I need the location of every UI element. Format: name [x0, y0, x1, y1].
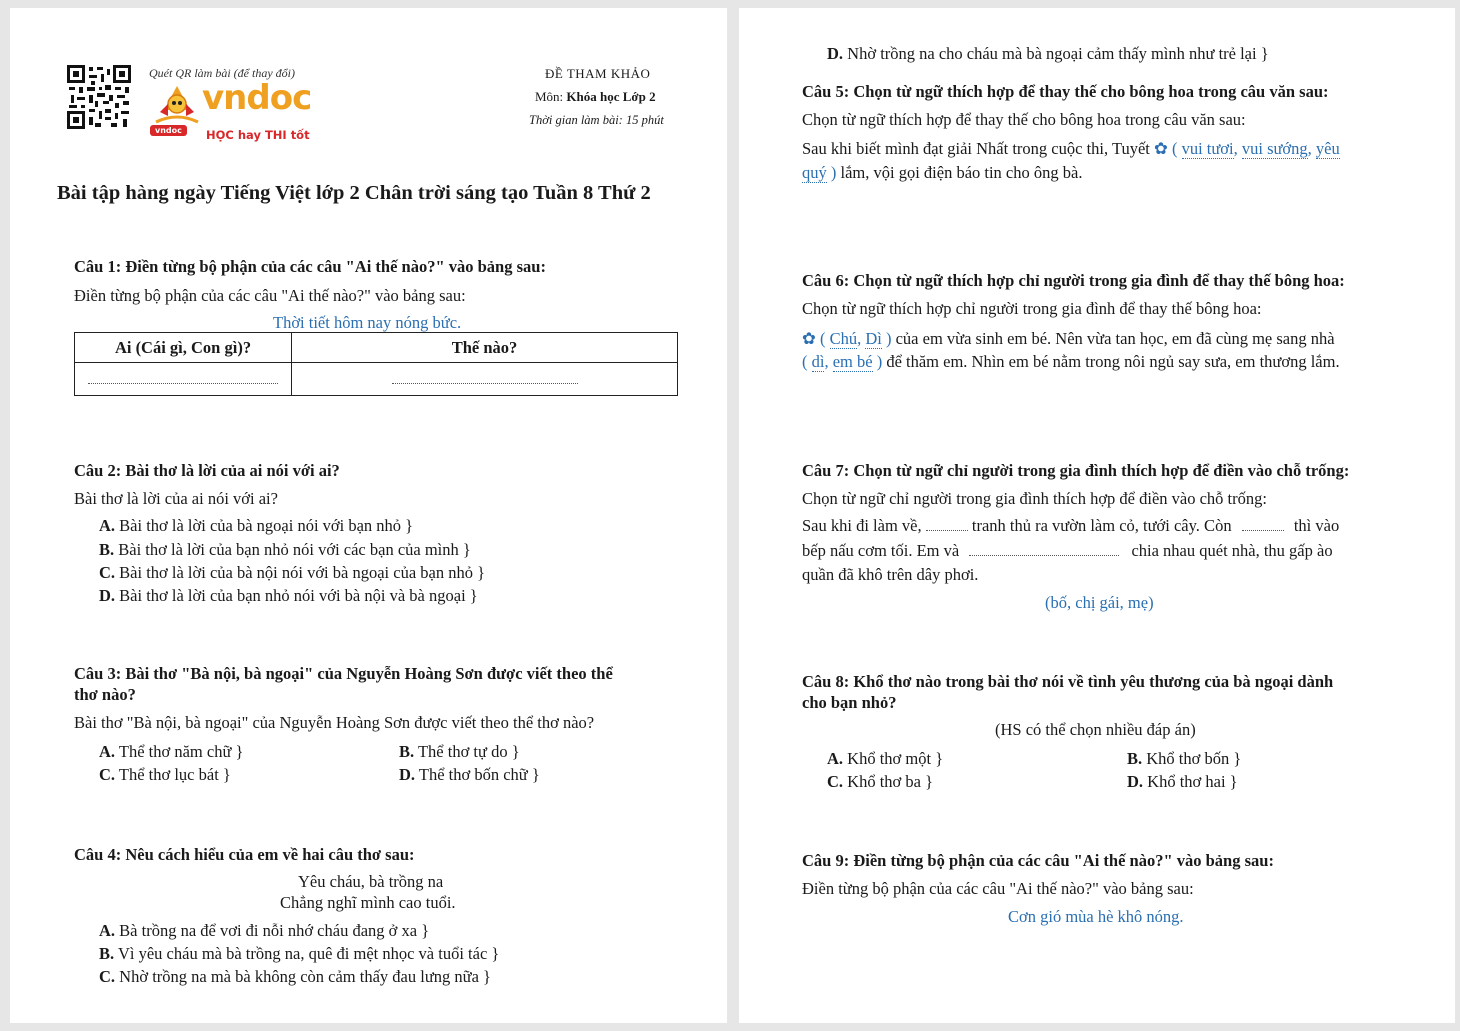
q6-choice-em-be[interactable]: em bé [832, 352, 873, 371]
option-letter: A. [99, 742, 116, 761]
q7-prompt: Chọn từ ngữ chỉ người trong gia đình thích hợp để điền vào chỗ trống: [802, 489, 1267, 508]
option-text: Bài thơ là lời của bà nội nói với bà ngoại của bạn nhỏ } [119, 563, 486, 582]
q7-text-1a: Sau khi đi làm về, [802, 516, 922, 535]
option-text: Bài thơ là lời của bạn nhỏ nói với bà nội và bà ngoại } [119, 586, 478, 605]
q5-text-after: lắm, vội gọi điện báo tin cho ông bà. [840, 163, 1083, 182]
paren-close: ) [830, 163, 837, 182]
q1-answer-how[interactable] [292, 363, 678, 396]
paren-open: ( [819, 329, 826, 348]
page-2 [739, 8, 1455, 1023]
q3-heading-line2: thơ nào? [74, 685, 136, 704]
option-text: Thể thơ tự do } [417, 742, 520, 761]
vndoc-logo[interactable] [148, 78, 328, 142]
q6-line1-text: của em vừa sinh em bé. Nên vừa tan học, em đã cùng mẹ sang nhà [895, 329, 1335, 348]
option-text: Bài thơ là lời của bạn nhỏ nói với các bạn của mình } [118, 540, 471, 559]
q1-heading: Câu 1: Điền từng bộ phận của các câu "Ai thế nào?" vào bảng sau: [74, 257, 546, 276]
q5-text-before: Sau khi biết mình đạt giải Nhất trong cuộc thi, Tuyết [802, 139, 1150, 158]
doc-type: ĐỀ THAM KHẢO [545, 66, 651, 81]
subject-label: Môn: [535, 89, 564, 104]
qr-code-icon[interactable] [67, 65, 131, 129]
logo-badge: vndoc [150, 125, 187, 136]
q3-option-a[interactable] [99, 742, 243, 762]
q1-col1-label: Ai (Cái gì, Con gì)? [114, 337, 252, 357]
q9-prompt: Điền từng bộ phận của các câu "Ai thế nào?" vào bảng sau: [802, 879, 1194, 898]
qr-caption: Quét QR làm bài (để thay đổi) [149, 66, 295, 80]
q7-text-2b: chia nhau quét nhà, thu gấp ào [1131, 541, 1333, 560]
q4-poem-line2: Chẳng nghĩ mình cao tuổi. [280, 893, 456, 912]
option-letter: B. [99, 540, 115, 559]
q9-heading: Câu 9: Điền từng bộ phận của các câu "Ai thế nào?" vào bảng sau: [802, 851, 1274, 870]
q2-option-c[interactable] [99, 563, 485, 583]
subject-value: Khóa học Lớp 2 [566, 89, 656, 104]
q2-prompt: Bài thơ là lời của ai nói với ai? [74, 489, 278, 508]
q1-answer-who[interactable] [75, 363, 292, 396]
q1-col-header-how [292, 333, 678, 363]
q5-choice-vui-suong[interactable]: vui sướng [1241, 139, 1308, 158]
q8-heading-line1: Câu 8: Khổ thơ nào trong bài thơ nói về tình yêu thương của bà ngoại dành [802, 672, 1334, 691]
option-text: Khổ thơ bốn } [1146, 749, 1242, 768]
option-text: Thể thơ lục bát } [118, 765, 231, 784]
flower-icon: ✿ [1153, 139, 1168, 158]
option-letter: A. [99, 516, 116, 535]
q5-sentence-line2 [802, 163, 1082, 183]
logo-slogan: HỌC hay THI tốt [206, 128, 310, 142]
q5-choice-yeu-quy-cont[interactable]: quý [802, 163, 827, 182]
option-letter: B. [99, 944, 115, 963]
option-text: Thể thơ năm chữ } [118, 742, 244, 761]
q6-sentence-line1 [802, 329, 1335, 349]
q6-choice-group-1 [820, 329, 896, 349]
option-letter: C. [99, 563, 116, 582]
option-text: Khổ thơ hai } [1147, 772, 1238, 791]
q4-option-a[interactable] [99, 921, 429, 941]
option-text: Vì yêu cháu mà bà trồng na, quê đi mệt nhọc và tuổi tác } [117, 944, 500, 963]
option-letter: C. [99, 967, 116, 986]
q6-heading: Câu 6: Chọn từ ngữ thích hợp chỉ người trong gia đình để thay thế bông hoa: [802, 271, 1345, 290]
q3-option-c[interactable] [99, 765, 231, 785]
q9-sentence: Cơn gió mùa hè khô nóng. [1008, 907, 1184, 926]
q7-line2 [802, 541, 1333, 561]
q6-sentence-line2 [802, 352, 1340, 372]
option-letter: A. [99, 921, 116, 940]
q5-choice-yeu-quy[interactable]: yêu [1315, 139, 1340, 158]
q8-option-a[interactable] [827, 749, 943, 769]
q6-choice-chu[interactable]: Chú [829, 329, 858, 348]
page-1 [10, 8, 727, 1023]
logo-wordmark: vndoc [202, 78, 312, 118]
paren-open: ( [802, 352, 808, 371]
choice-separator: , [1233, 139, 1238, 158]
paren-open: ( [1171, 139, 1178, 158]
choice-separator: , [824, 352, 829, 371]
q1-blank-who[interactable] [88, 382, 278, 384]
q1-sentence: Thời tiết hôm nay nóng bức. [273, 313, 462, 332]
q6-prompt: Chọn từ ngữ thích hợp chỉ người trong gia đình để thay thế bông hoa: [802, 299, 1262, 318]
q3-prompt: Bài thơ "Bà nội, bà ngoại" của Nguyễn Hoàng Sơn được viết theo thể thơ nào? [74, 713, 595, 732]
q7-word-bank: (bố, chị gái, mẹ) [1045, 593, 1154, 612]
q8-note: (HS có thể chọn nhiều đáp án) [995, 720, 1196, 739]
option-letter: D. [99, 586, 116, 605]
q5-choice-vui-tuoi[interactable]: vui tươi [1181, 139, 1234, 158]
q3-option-d[interactable] [399, 765, 540, 785]
q4-option-c[interactable] [99, 967, 491, 987]
q4-heading: Câu 4: Nêu cách hiểu của em về hai câu thơ sau: [74, 845, 415, 864]
q5-choice-group [1172, 139, 1340, 159]
q2-option-d[interactable] [99, 586, 478, 606]
option-letter: D. [827, 44, 844, 63]
q7-line3: quần đã khô trên dây phơi. [802, 565, 979, 584]
q8-option-c[interactable] [827, 772, 933, 792]
option-text: Nhờ trồng na mà bà không còn cảm thấy đau lưng nữa } [119, 967, 491, 986]
page-title: Bài tập hàng ngày Tiếng Việt lớp 2 Chân trời sáng tạo Tuần 8 Thứ 2 [57, 182, 651, 204]
q1-answer-table [74, 332, 678, 396]
q6-choice-group-2 [802, 352, 886, 372]
q7-heading: Câu 7: Chọn từ ngữ chỉ người trong gia đình thích hợp để điền vào chỗ trống: [802, 461, 1350, 480]
option-letter: D. [399, 765, 416, 784]
subject-line [535, 89, 656, 105]
option-text: Khổ thơ một } [847, 749, 944, 768]
q7-line1 [802, 516, 1339, 536]
q7-blank-1[interactable] [926, 529, 968, 531]
q7-blank-2[interactable] [1242, 529, 1284, 531]
q1-prompt: Điền từng bộ phận của các câu "Ai thế nào?" vào bảng sau: [74, 286, 466, 305]
option-text: Thể thơ bốn chữ } [418, 765, 540, 784]
q5-sentence-line1 [802, 139, 1340, 159]
q4-poem-line1: Yêu cháu, bà trồng na [298, 872, 444, 891]
q2-heading: Câu 2: Bài thơ là lời của ai nói với ai? [74, 461, 340, 480]
q6-choice-di-lower[interactable]: dì [811, 352, 825, 371]
q7-text-1b: tranh thủ ra vườn làm cỏ, tưới cây. Còn [971, 516, 1232, 535]
option-letter: C. [827, 772, 844, 791]
q6-line2-text: để thăm em. Nhìn em bé nằm trong nôi ngủ say sưa, em thương lắm. [886, 352, 1340, 371]
paren-close: ) [876, 352, 883, 371]
q7-text-1c: thì vào [1293, 516, 1340, 535]
q3-option-b[interactable] [399, 742, 520, 762]
q2-option-b[interactable] [99, 540, 471, 560]
option-text: Nhờ trồng na cho cháu mà bà ngoại cảm thấy mình như trẻ lại } [847, 44, 1269, 63]
q7-blank-3[interactable] [969, 554, 1119, 556]
choice-separator: , [857, 329, 862, 348]
exam-time: Thời gian làm bài: 15 phút [529, 113, 664, 127]
q4-option-d[interactable] [827, 44, 1269, 64]
q4-option-b[interactable] [99, 944, 499, 964]
q5-prompt: Chọn từ ngữ thích hợp để thay thế cho bông hoa trong câu văn sau: [802, 110, 1246, 129]
option-letter: C. [99, 765, 116, 784]
rocket-mascot-icon [152, 82, 202, 130]
option-letter: A. [827, 749, 844, 768]
q1-col-header-who [75, 333, 292, 363]
option-text: Khổ thơ ba } [847, 772, 934, 791]
q8-option-b[interactable] [1127, 749, 1241, 769]
q6-choice-di[interactable]: Dì [865, 329, 882, 348]
option-letter: B. [1127, 749, 1143, 768]
paren-close: ) [885, 329, 892, 348]
q8-heading-line2: cho bạn nhỏ? [802, 693, 897, 712]
option-text: Bà trồng na để vơi đi nỗi nhớ cháu đang ở xa } [119, 921, 430, 940]
q8-option-d[interactable] [1127, 772, 1238, 792]
option-text: Bài thơ là lời của bà ngoại nói với bạn nhỏ } [119, 516, 414, 535]
q5-heading: Câu 5: Chọn từ ngữ thích hợp để thay thế cho bông hoa trong câu văn sau: [802, 82, 1329, 101]
option-letter: D. [1127, 772, 1144, 791]
flower-icon: ✿ [802, 329, 816, 348]
q1-col2-label: Thế nào? [451, 337, 518, 357]
q1-blank-how[interactable] [392, 382, 578, 384]
q3-heading-line1: Câu 3: Bài thơ "Bà nội, bà ngoại" của Nguyễn Hoàng Sơn được viết theo thể [74, 664, 613, 683]
q2-option-a[interactable] [99, 516, 413, 536]
option-letter: B. [399, 742, 415, 761]
q7-text-2a: bếp nấu cơm tối. Em và [802, 541, 960, 560]
choice-separator: , [1307, 139, 1312, 158]
